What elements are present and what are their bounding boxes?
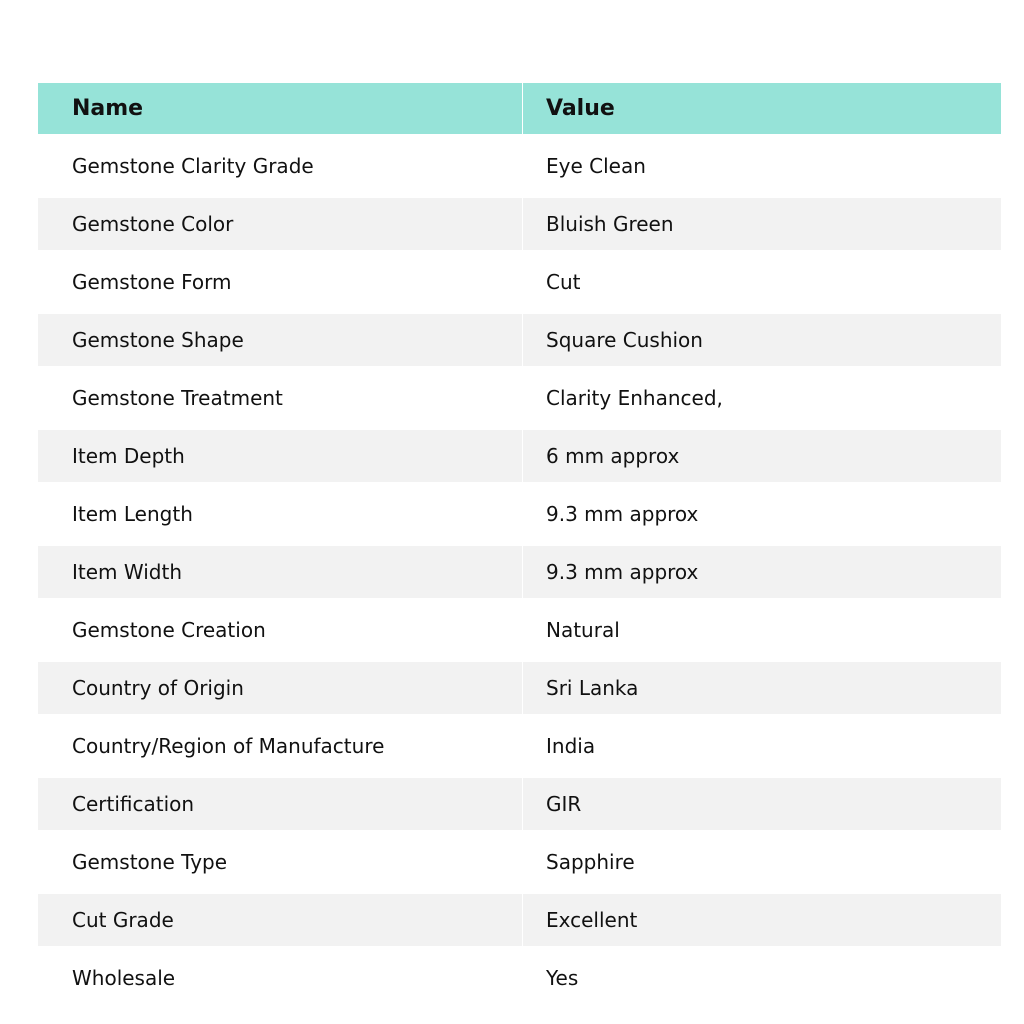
table-row xyxy=(38,546,1001,598)
row-name-cell: Item Depth xyxy=(38,430,523,482)
row-value-cell: Clarity Enhanced, xyxy=(546,386,723,410)
row-name-cell: Gemstone Form xyxy=(38,256,523,308)
table-body xyxy=(38,140,1001,1004)
row-value-cell: Sapphire xyxy=(546,850,635,874)
table-row xyxy=(38,778,1001,830)
table-row xyxy=(38,488,1001,540)
table-row xyxy=(38,372,1001,424)
row-name-cell: Gemstone Treatment xyxy=(38,372,523,424)
table-row xyxy=(38,662,1001,714)
row-value-cell: Eye Clean xyxy=(546,154,646,178)
table-row xyxy=(38,140,1001,192)
row-value-cell: Excellent xyxy=(546,908,638,932)
row-name-cell: Gemstone Color xyxy=(38,198,523,250)
row-name-cell: Gemstone Type xyxy=(38,836,523,888)
row-value-cell: Bluish Green xyxy=(546,212,674,236)
row-name-cell: Country of Origin xyxy=(38,662,523,714)
row-name-cell: Gemstone Creation xyxy=(38,604,523,656)
row-value-cell: 9.3 mm approx xyxy=(546,502,699,526)
table-header-row xyxy=(38,83,1001,134)
row-value-cell: 6 mm approx xyxy=(546,444,680,468)
row-value-cell: Cut xyxy=(546,270,581,294)
table-row xyxy=(38,894,1001,946)
row-value-cell: Natural xyxy=(546,618,620,642)
row-value-cell: Yes xyxy=(546,966,579,990)
row-name-cell: Cut Grade xyxy=(38,894,523,946)
table-row xyxy=(38,430,1001,482)
row-value-cell: India xyxy=(546,734,596,758)
row-value-cell: 9.3 mm approx xyxy=(546,560,699,584)
table-row xyxy=(38,604,1001,656)
table-row xyxy=(38,198,1001,250)
table-row xyxy=(38,314,1001,366)
row-name-cell: Item Width xyxy=(38,546,523,598)
row-name-cell: Country/Region of Manufacture xyxy=(38,720,523,772)
row-value-cell: Square Cushion xyxy=(546,328,703,352)
column-header-value: Value xyxy=(546,96,615,121)
spec-table xyxy=(38,83,1001,1004)
column-header-name: Name xyxy=(38,83,523,134)
table-row xyxy=(38,952,1001,1004)
row-name-cell: Wholesale xyxy=(38,952,523,1004)
table-row xyxy=(38,256,1001,308)
table-row xyxy=(38,720,1001,772)
row-name-cell: Item Length xyxy=(38,488,523,540)
row-value-cell: Sri Lanka xyxy=(546,676,639,700)
row-value-cell: GIR xyxy=(546,792,582,816)
row-name-cell: Certification xyxy=(38,778,523,830)
row-name-cell: Gemstone Shape xyxy=(38,314,523,366)
table-row xyxy=(38,836,1001,888)
row-name-cell: Gemstone Clarity Grade xyxy=(38,140,523,192)
